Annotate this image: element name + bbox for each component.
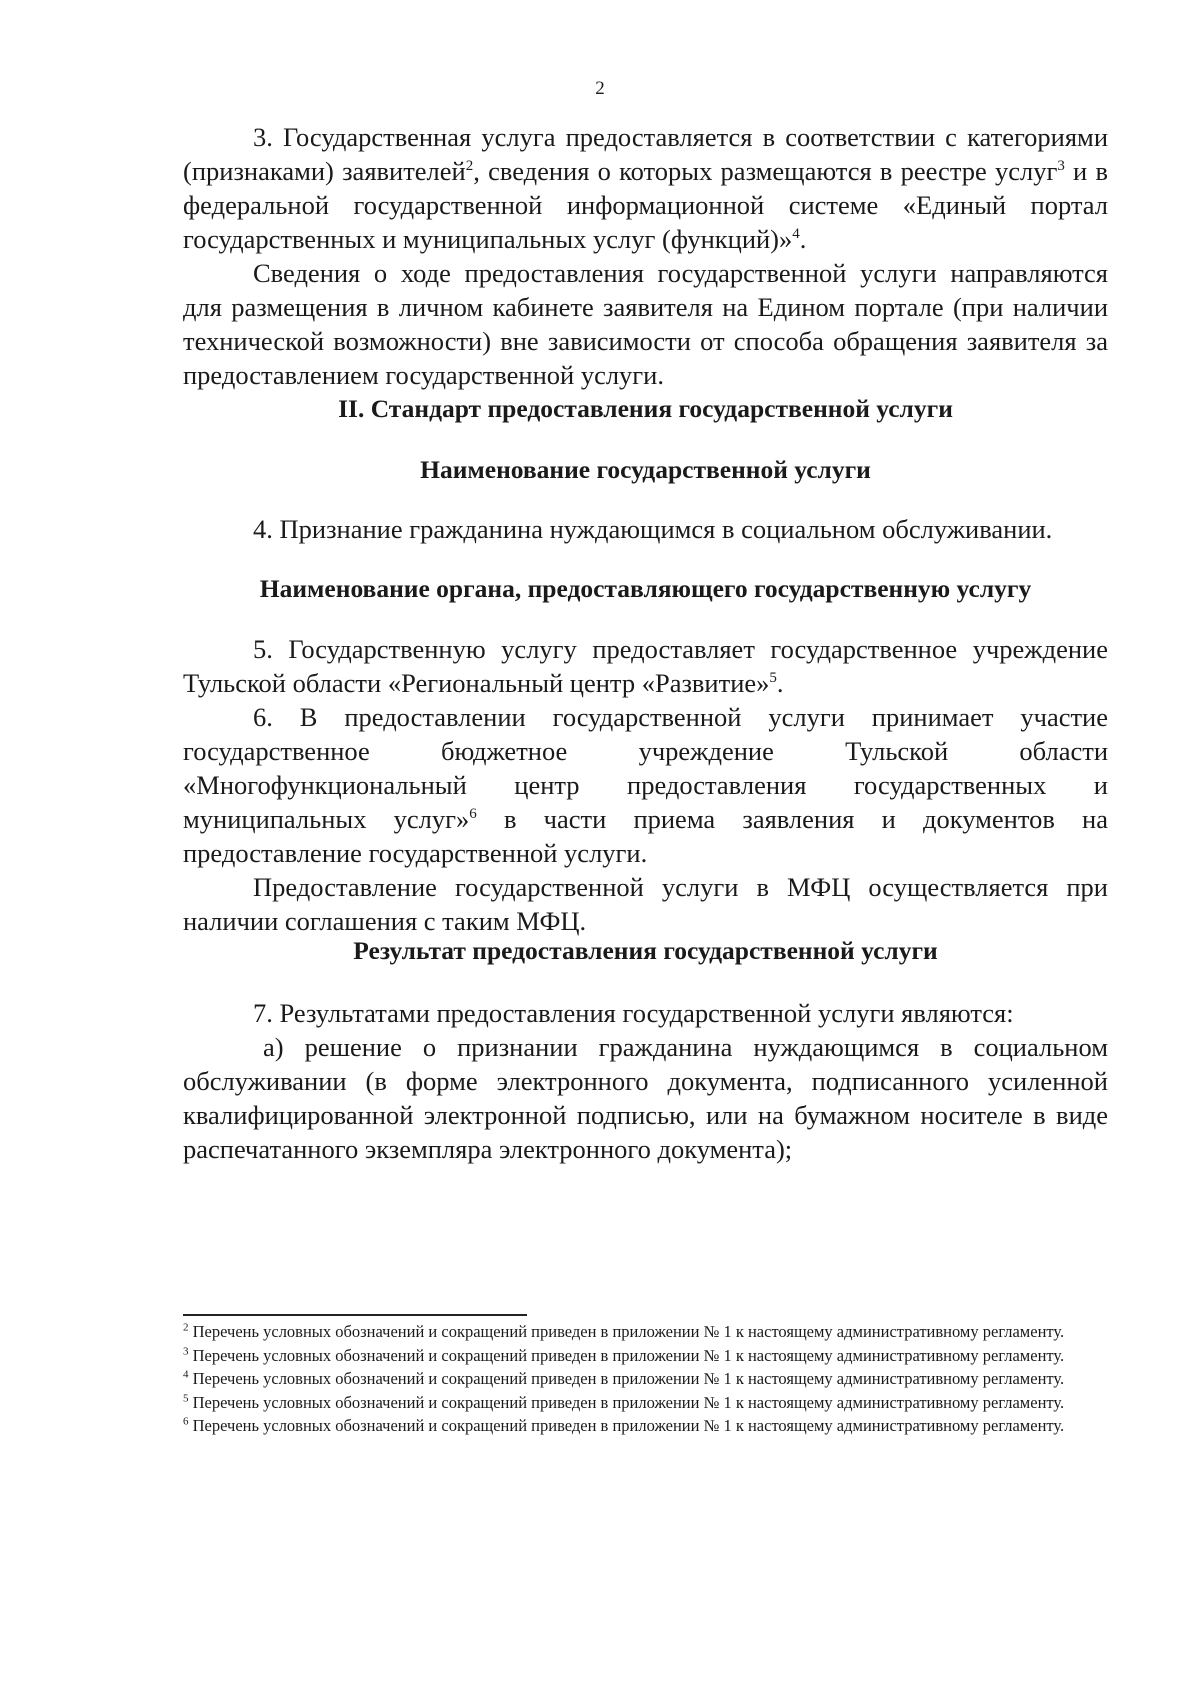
footnote-ref[interactable]: 6 xyxy=(469,806,477,823)
result-heading: Результат предоставления государственной услуги xyxy=(353,936,938,965)
footnote: $^6$ Перечень условных обозначений и сокращений приведен в приложении № 1 к настоящему административному регламенту. xyxy=(183,1415,1065,1435)
section-1-paragraphs xyxy=(183,120,1108,392)
footnote-ref[interactable]: 3 xyxy=(1057,158,1065,175)
paragraph-4-block xyxy=(183,512,1108,546)
footnote-ref[interactable]: 5 xyxy=(769,670,777,687)
paragraph-7: 7. Результатами предоставления государственной услуги являются: xyxy=(253,998,1014,1028)
paragraph-3: 3. Государственная услуга предоставляется в соответствии с категориями (признаками) заявителей$^2$, сведения о которых размещаются в реестре услуг$^3$ и в федеральной государственной информационной системе «Единый портал государственных и муниципальных услуг (функций)»$^4$. xyxy=(183,122,1108,254)
footnotes xyxy=(183,1320,1113,1438)
footnote-ref[interactable]: 2 xyxy=(465,158,474,175)
footnote-ref[interactable]: 4 xyxy=(792,226,800,243)
paragraph-7-block xyxy=(183,996,1108,1166)
paragraph-6: 6. В предоставлении государственной услуги принимает участие государственное бюджетное учреждение Тульской области «Многофункциональный центр предоставления государственных и муниципальных услуг»$^6$ в части приема заявления и документов на предоставление государственной услуги. xyxy=(183,702,1108,868)
footnote: $^4$ Перечень условных обозначений и сокращений приведен в приложении № 1 к настоящему административному регламенту. xyxy=(183,1368,1065,1388)
section-2-heading: II. Стандарт предоставления государственной услуги xyxy=(338,394,953,423)
page-number: 2 xyxy=(595,78,605,99)
paragraph-5: 5. Государственную услугу предоставляет государственное учреждение Тульской области «Региональный центр «Развитие»$^5$. xyxy=(183,634,1108,698)
footnote: $^2$ Перечень условных обозначений и сокращений приведен в приложении № 1 к настоящему административному регламенту. xyxy=(183,1321,1065,1341)
footnote-separator xyxy=(183,1314,527,1316)
paragraph-3-continued: Сведения о ходе предоставления государственной услуги направляются для размещения в личном кабинете заявителя на Едином портале (при наличии технической возможности) вне зависимости от способа обращения заявителя за предоставлением государственной услуги. xyxy=(183,258,1108,390)
service-name-heading: Наименование государственной услуги xyxy=(420,455,871,484)
footnote: $^3$ Перечень условных обозначений и сокращений приведен в приложении № 1 к настоящему административному регламенту. xyxy=(183,1345,1065,1365)
paragraph-4: 4. Признание гражданина нуждающимся в социальном обслуживании. xyxy=(253,514,1053,544)
paragraphs-5-6 xyxy=(183,632,1108,938)
footnote: $^5$ Перечень условных обозначений и сокращений приведен в приложении № 1 к настоящему административному регламенту. xyxy=(183,1392,1065,1412)
organ-heading: Наименование органа, предоставляющего государственную услугу xyxy=(259,574,1032,603)
paragraph-6-continued: Предоставление государственной услуги в МФЦ осуществляется при наличии соглашения с таким МФЦ. xyxy=(183,872,1108,936)
paragraph-7a: а) решение о признании гражданина нуждающимся в социальном обслуживании (в форме электронного документа, подписанного усиленной квалифицированной электронной подписью, или на бумажном носителе в виде распечатанного экземпляра электронного документа); xyxy=(183,1032,1108,1164)
